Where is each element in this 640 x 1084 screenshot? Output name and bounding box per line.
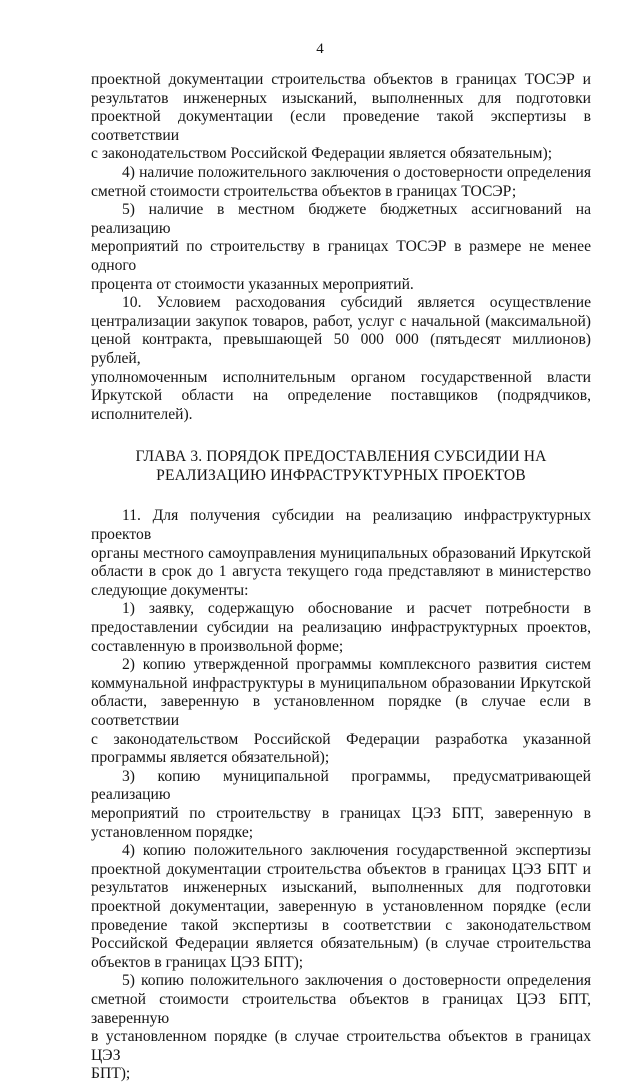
paragraph-p-5 bbox=[91, 201, 591, 294]
text-line: 4) наличие положительного заключения о достоверности определения bbox=[122, 163, 591, 181]
text-line: результатов инженерных изысканий, выполненных для подготовки bbox=[91, 879, 591, 897]
text-line: сметной стоимости строительства объектов в границах ТОСЭР; bbox=[91, 182, 517, 200]
text-line: коммунальной инфраструктуры в муниципальном образовании Иркутской bbox=[91, 674, 591, 692]
paragraph-p-11-2 bbox=[91, 656, 591, 768]
text-line: с законодательством Российской Федерации разработка указанной bbox=[91, 730, 591, 748]
text-line: Российской Федерации является обязательным) (в случае строительства bbox=[91, 935, 591, 953]
text-line: 1) заявку, содержащую обоснование и расчет потребности в bbox=[122, 600, 591, 618]
text-line: проектной документации, заверенную в установленном порядке (если bbox=[91, 897, 591, 915]
text-line: проведение такой экспертизы в соответствии с законодательством bbox=[91, 916, 591, 934]
paragraphs-bottom bbox=[91, 507, 591, 1083]
text-line: ценой контракта, превышающей 50 000 000 (пятьдесят миллионов) рублей, bbox=[91, 331, 591, 367]
text-line: 4) копию положительного заключения государственной экспертизы bbox=[122, 842, 591, 860]
paragraph-p-11-3 bbox=[91, 768, 591, 842]
text-line: в установленном порядке (в случае строительства объектов в границах ЦЭЗ bbox=[91, 1028, 591, 1064]
paragraph-p-11 bbox=[91, 507, 591, 600]
text-line: проектной документации строительства объектов в границах ЦЭЗ БПТ и bbox=[91, 860, 591, 878]
paragraph-p-11-1 bbox=[91, 600, 591, 656]
text-line: области в срок до 1 августа текущего года представляют в министерство bbox=[91, 563, 591, 581]
text-line: органы местного самоуправления муниципальных образований Иркутской bbox=[91, 544, 591, 562]
text-line: объектов в границах ЦЭЗ БПТ); bbox=[91, 953, 304, 971]
text-line: мероприятий по строительству в границах ТОСЭР в размере не менее одного bbox=[91, 238, 591, 274]
text-line: результатов инженерных изысканий, выполненных для подготовки bbox=[91, 89, 591, 107]
page-number: 4 bbox=[316, 41, 324, 57]
text-line: централизации закупок товаров, работ, услуг с начальной (максимальной) bbox=[91, 312, 591, 330]
paragraph-p-11-4 bbox=[91, 842, 591, 972]
text-line: области, заверенную в установленном порядке (в случае если в соответствии bbox=[91, 693, 591, 729]
chapter-heading-line-2: РЕАЛИЗАЦИЮ ИНФРАСТРУКТУРНЫХ ПРОЕКТОВ bbox=[156, 466, 526, 484]
text-line: БПТ); bbox=[91, 1065, 131, 1083]
text-line: проектной документации строительства объектов в границах ТОСЭР и bbox=[91, 71, 591, 88]
document-body bbox=[91, 71, 591, 1084]
text-line: исполнителей). bbox=[91, 405, 193, 423]
text-line: мероприятий по строительству в границах ЦЭЗ БПТ, заверенную в bbox=[91, 804, 591, 822]
chapter-heading-line-1: ГЛАВА 3. ПОРЯДОК ПРЕДОСТАВЛЕНИЯ СУБСИДИИ НА bbox=[135, 448, 547, 466]
text-line: уполномоченным исполнительным органом государственной власти bbox=[91, 368, 591, 386]
text-line: с законодательством Российской Федерации является обязательным); bbox=[91, 145, 553, 163]
text-line: следующие документы: bbox=[91, 581, 249, 599]
text-line: сметной стоимости строительства объектов в границах ЦЭЗ БПТ, заверенную bbox=[91, 990, 591, 1027]
chapter-heading bbox=[91, 448, 591, 485]
text-line: 5) копию положительного заключения о достоверности определения bbox=[122, 972, 591, 990]
text-line: 2) копию утвержденной программы комплексного развития систем bbox=[122, 656, 591, 674]
text-line: проектной документации (если проведение такой экспертизы в соответствии bbox=[91, 108, 591, 144]
paragraph-p-11-5 bbox=[91, 972, 591, 1084]
text-line: 5) наличие в местном бюджете бюджетных ассигнований на реализацию bbox=[91, 201, 591, 237]
text-line: установленном порядке; bbox=[91, 823, 254, 841]
paragraph-p-cont bbox=[91, 71, 591, 164]
text-line: Иркутской области на определение поставщиков (подрядчиков, bbox=[91, 387, 591, 405]
paragraph-p-4 bbox=[91, 164, 591, 201]
text-line: предоставлении субсидии на реализацию инфраструктурных проектов, bbox=[91, 619, 591, 637]
text-line: 3) копию муниципальной программы, предусматривающей реализацию bbox=[91, 767, 591, 804]
text-line: составленную в произвольной форме; bbox=[91, 637, 344, 655]
text-line: 11. Для получения субсидии на реализацию инфраструктурных проектов bbox=[91, 507, 591, 544]
paragraph-p-10 bbox=[91, 294, 591, 424]
paragraphs-top bbox=[91, 71, 591, 424]
text-line: 10. Условием расходования субсидий является осуществление bbox=[122, 294, 591, 312]
text-line: процента от стоимости указанных мероприятий. bbox=[91, 275, 414, 293]
text-line: программы является обязательной); bbox=[91, 749, 330, 767]
